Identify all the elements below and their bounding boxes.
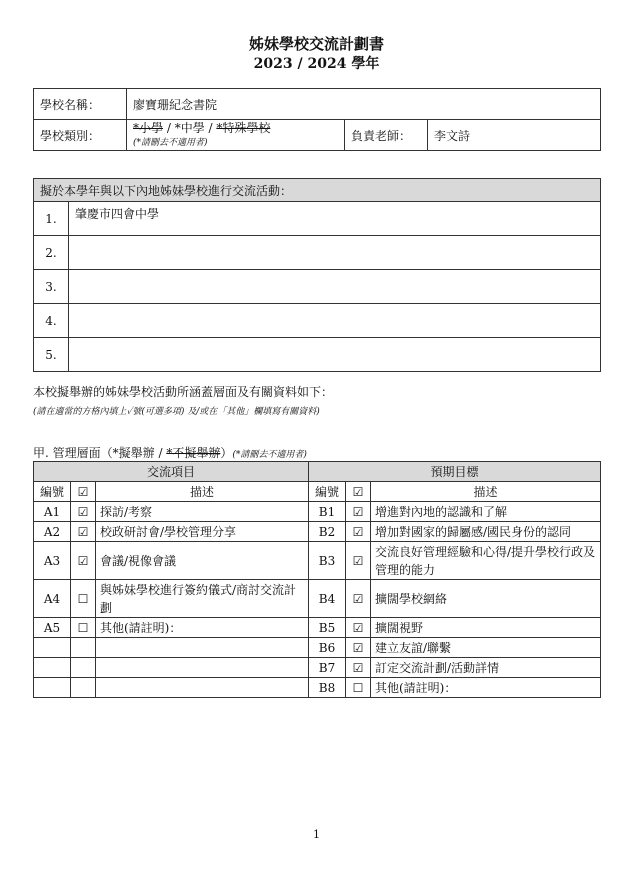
col-desc-header: 描述: [371, 482, 601, 502]
col-check-header: ☑: [346, 482, 371, 502]
row-number: 5.: [34, 338, 69, 372]
goal-checkbox[interactable]: ☑: [346, 502, 371, 522]
col-code-header: 編號: [34, 482, 71, 502]
school-type-value: [127, 120, 345, 151]
col-desc-header: 描述: [96, 482, 309, 502]
goal-code: B1: [309, 502, 346, 522]
right-group-header: 預期目標: [309, 462, 601, 482]
management-table: [33, 461, 601, 698]
sister-school-field[interactable]: 肇慶市四會中學: [69, 202, 601, 236]
exchange-table: [33, 178, 601, 372]
item-checkbox[interactable]: ☑: [71, 542, 96, 580]
school-name-value: 廖寶珊紀念書院: [127, 89, 601, 120]
goal-code: B6: [309, 638, 346, 658]
left-group-header: 交流項目: [34, 462, 309, 482]
row-number: 3.: [34, 270, 69, 304]
goal-checkbox[interactable]: ☑: [346, 542, 371, 580]
item-code: A4: [34, 580, 71, 618]
row-number: 2.: [34, 236, 69, 270]
item-description[interactable]: 其他(請註明)：: [96, 618, 309, 638]
page-number: 1: [313, 828, 320, 841]
item-checkbox[interactable]: ☐: [71, 580, 96, 618]
sister-school-field[interactable]: [69, 270, 601, 304]
type-sep: /: [163, 120, 175, 135]
type-secondary: *中學: [174, 120, 205, 135]
goal-code: B4: [309, 580, 346, 618]
item-code: A5: [34, 618, 71, 638]
goal-description: 訂定交流計劃/活動詳情: [371, 658, 601, 678]
sister-school-field[interactable]: [69, 304, 601, 338]
teacher-value: 李文詩: [428, 120, 601, 151]
goal-checkbox[interactable]: ☑: [346, 580, 371, 618]
goal-code: B2: [309, 522, 346, 542]
item-code: A1: [34, 502, 71, 522]
item-checkbox[interactable]: ☑: [71, 522, 96, 542]
goal-description[interactable]: 其他(請註明)：: [371, 678, 601, 698]
item-description: 與姊妹學校進行簽約儀式/商討交流計劃: [96, 580, 309, 618]
goal-checkbox[interactable]: ☐: [346, 678, 371, 698]
intro-text: 本校擬舉辦的姊妹學校活動所涵蓋層面及有關資料如下：: [33, 385, 334, 399]
goal-code: B7: [309, 658, 346, 678]
goal-checkbox[interactable]: ☑: [346, 522, 371, 542]
goal-code: B3: [309, 542, 346, 580]
item-description: [96, 638, 309, 658]
section-a-sep: /: [154, 446, 167, 460]
document-title: 姊妹學校交流計劃書: [248, 35, 384, 53]
item-code: A2: [34, 522, 71, 542]
school-type-label: 學校類別：: [34, 120, 127, 151]
section-a-option-organise: *擬舉辦: [112, 446, 155, 460]
item-code: [34, 678, 71, 698]
type-note: (*請刪去不適用者): [133, 137, 208, 148]
col-code-header: 編號: [309, 482, 346, 502]
goal-checkbox[interactable]: ☑: [346, 638, 371, 658]
goal-description: 增進對內地的認識和了解: [371, 502, 601, 522]
item-code: [34, 658, 71, 678]
goal-description: 擴闊視野: [371, 618, 601, 638]
teacher-label: 負責老師：: [345, 120, 428, 151]
item-checkbox[interactable]: ☑: [71, 502, 96, 522]
item-code: [34, 638, 71, 658]
item-description: 會議/視像會議: [96, 542, 309, 580]
item-code: A3: [34, 542, 71, 580]
school-name-label: 學校名稱：: [34, 89, 127, 120]
row-number: 4.: [34, 304, 69, 338]
item-description: [96, 678, 309, 698]
goal-description: 交流良好管理經驗和心得/提升學校行政及管理的能力: [371, 542, 601, 580]
item-checkbox: [71, 678, 96, 698]
goal-code: B8: [309, 678, 346, 698]
type-primary: *小學: [133, 120, 164, 135]
row-number: 1.: [34, 202, 69, 236]
item-checkbox[interactable]: ☐: [71, 618, 96, 638]
goal-code: B5: [309, 618, 346, 638]
type-sep: /: [204, 120, 217, 135]
section-a-title: 甲. 管理層面（: [33, 446, 113, 460]
section-a-option-not-organise: *不擬舉辦: [166, 446, 221, 460]
goal-checkbox[interactable]: ☑: [346, 618, 371, 638]
type-special: *特殊學校: [216, 120, 271, 135]
section-a-heading: [33, 444, 307, 461]
sister-school-field[interactable]: [69, 236, 601, 270]
school-info-table: [33, 88, 601, 151]
sister-school-field[interactable]: [69, 338, 601, 372]
section-a-note: (*請刪去不適用者): [232, 450, 307, 460]
item-description: 探訪/考察: [96, 502, 309, 522]
item-description: [96, 658, 309, 678]
item-description: 校政研討會/學校管理分享: [96, 522, 309, 542]
item-checkbox: [71, 658, 96, 678]
section-a-close: ）: [220, 446, 233, 460]
exchange-header: 擬於本學年與以下內地姊妹學校進行交流活動：: [34, 179, 601, 202]
school-year: 2023 / 2024 學年: [253, 56, 380, 72]
goal-checkbox[interactable]: ☑: [346, 658, 371, 678]
item-checkbox: [71, 638, 96, 658]
col-check-header: ☑: [71, 482, 96, 502]
instruction-text: (請在適當的方格內填上✓號(可選多項) 及/或在「其他」欄填寫有關資料): [33, 407, 320, 417]
goal-description: 建立友誼/聯繫: [371, 638, 601, 658]
goal-description: 擴闊學校網絡: [371, 580, 601, 618]
goal-description: 增加對國家的歸屬感/國民身份的認同: [371, 522, 601, 542]
